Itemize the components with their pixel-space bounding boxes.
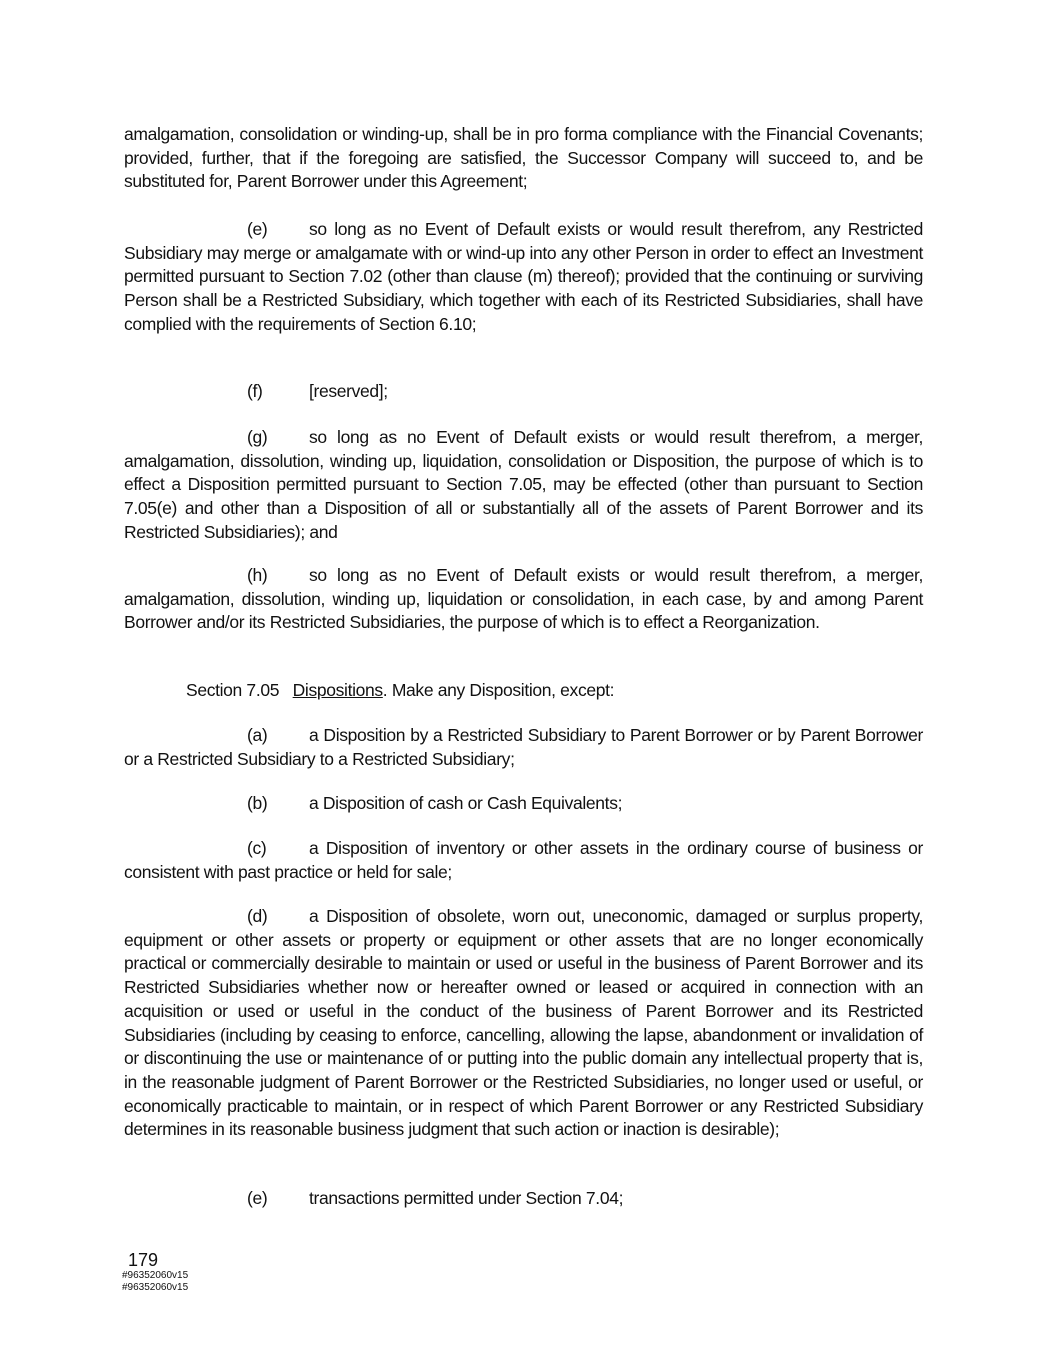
clause-text: [reserved];	[309, 381, 388, 401]
disposition-c-paragraph	[124, 837, 923, 884]
section-title: Dispositions	[292, 680, 383, 700]
clause-tag: (a)	[247, 725, 268, 745]
clause-g-paragraph	[124, 426, 923, 545]
section-number: Section 7.05	[186, 680, 280, 700]
clause-text: transactions permitted under Section 7.04;	[309, 1188, 624, 1208]
clause-tag: (e)	[247, 1188, 268, 1208]
disposition-a-paragraph	[124, 724, 923, 771]
disposition-b-paragraph	[124, 792, 923, 816]
clause-text: so long as no Event of Default exists or would result therefrom, any Restricted Subsidiary may merge or amalgamate with or wind-up into any other Person in order to effect an Investment permitted pursuant to Section 7.02 (other than clause (m) thereof); provided that the continuing or surviving Person shall be a Restricted Subsidiary, which together with each of its Restricted Subsidiaries, shall have complied with the requirements of Section 6.10;	[124, 219, 923, 334]
clause-f-paragraph	[124, 380, 923, 404]
section-heading	[186, 679, 614, 703]
clause-tag: (c)	[247, 838, 267, 858]
clause-text: a Disposition by a Restricted Subsidiary to Parent Borrower or by Parent Borrower or a Restricted Subsidiary to a Restricted Subsidiary;	[124, 725, 923, 769]
clause-tag: (g)	[247, 427, 268, 447]
clause-text: a Disposition of cash or Cash Equivalents;	[309, 793, 623, 813]
clause-tag: (e)	[247, 219, 268, 239]
clause-tag: (b)	[247, 793, 268, 813]
page-number: 179	[128, 1250, 159, 1270]
document-id: #96352060v15	[122, 1282, 189, 1293]
clause-text: a Disposition of inventory or other assets in the ordinary course of business or consistent with past practice or held for sale;	[124, 838, 923, 882]
clause-text: so long as no Event of Default exists or would result therefrom, a merger, amalgamation, dissolution, winding up, liquidation, consolidation or Disposition, the purpose of which is to effect a Disposition permitted pursuant to Section 7.05, may be effected (other than pursuant to Section 7.05(e) and other than a Disposition of all or substantially all of the assets of Parent Borrower and its Restricted Subsidiaries); and	[124, 427, 923, 542]
clause-text: a Disposition of obsolete, worn out, uneconomic, damaged or surplus property, equipment or other assets or property or equipment or other assets that are no longer economically practical or commercially desirable to maintain or used or useful in the business of Parent Borrower and its Restricted Subsidiaries whether now or hereafter owned or leased or acquired in connection with an acquisition or used or useful in the conduct of the business of Parent Borrower and its Restricted Subsidiaries (including by ceasing to enforce, cancelling, allowing the lapse, abandonment or invalidation of or discontinuing the use or maintenance of or putting into the public domain any intellectual property that is, in the reasonable judgment of Parent Borrower or the Restricted Subsidiaries, no longer used or useful, or economically practicable to maintain, or in respect of which Parent Borrower or any Restricted Subsidiary determines in its reasonable business judgment that such action or inaction is desirable);	[124, 906, 923, 1140]
clause-tag: (h)	[247, 565, 268, 585]
clause-tag: (f)	[247, 381, 263, 401]
clause-tag: (d)	[247, 906, 268, 926]
clause-h-paragraph	[124, 564, 923, 635]
page-footer	[122, 1250, 188, 1294]
document-id: #96352060v15	[122, 1270, 189, 1281]
clause-e-paragraph	[124, 218, 923, 337]
clause-text: so long as no Event of Default exists or would result therefrom, a merger, amalgamation, dissolution, winding up, liquidation or consolidation, in each case, by and among Parent Borrower and/or its Restricted Subsidiaries, the purpose of which is to effect a Reorganization.	[124, 565, 923, 633]
section-lead: . Make any Disposition, except:	[382, 680, 615, 700]
disposition-d-paragraph	[124, 905, 923, 1142]
disposition-e-paragraph	[124, 1187, 923, 1211]
intro-paragraph: amalgamation, consolidation or winding-up, shall be in pro forma compliance with the Financial Covenants; provided, further, that if the foregoing are satisfied, the Successor Company will succeed to, and be substituted for, Parent Borrower under this Agreement;	[124, 124, 923, 192]
